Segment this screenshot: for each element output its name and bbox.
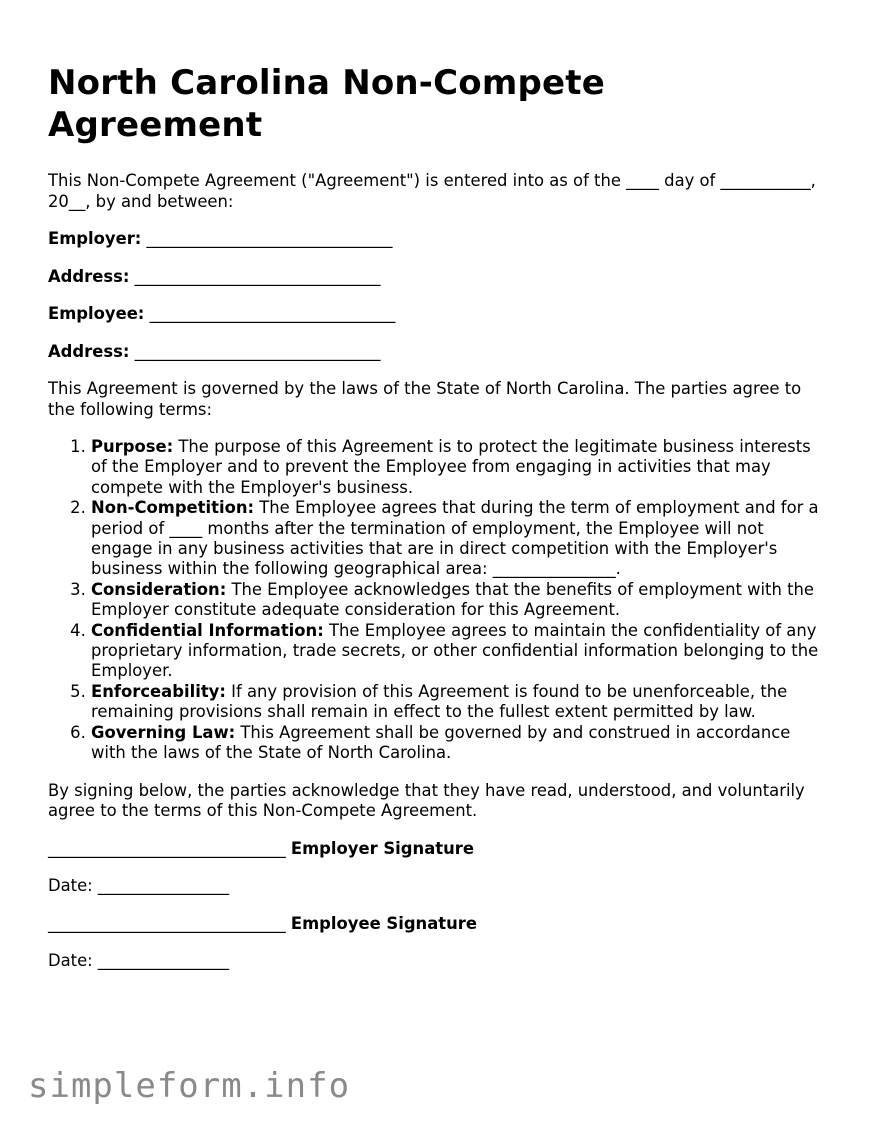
employer-label: Employer: (48, 229, 142, 248)
employee-label: Employee: (48, 304, 145, 323)
employer-signature-blank[interactable]: _____________________________ (48, 838, 286, 858)
employer-address-label: Address: (48, 266, 130, 286)
employee-address-blank[interactable]: ______________________________ (134, 341, 381, 361)
employer-address-field (48, 267, 828, 288)
employer-date-label: Date: (48, 876, 93, 895)
term-text: The Employee acknowledges that the benefits of employment with the Employer constitute adequate consideration for this Agreement. (91, 579, 814, 620)
employee-date-line (48, 951, 828, 972)
term-item (91, 621, 828, 682)
employer-date-blank[interactable]: ________________ (97, 876, 230, 895)
document-page (48, 62, 828, 989)
term-title: Enforceability: (91, 681, 226, 701)
intro-paragraph: This Non-Compete Agreement ("Agreement") is entered into as of the ____ day of ___________, 20__, by and between: (48, 171, 816, 211)
term-text: The purpose of this Agreement is to protect the legitimate business interests of the Employer and to prevent the Employee from engaging in activities that may compete with the Employer's business. (91, 437, 811, 497)
employer-signature-label: Employer Signature (290, 838, 474, 858)
employer-date-line (48, 876, 828, 897)
term-title: Purpose: (91, 437, 174, 456)
term-text: If any provision of this Agreement is found to be unenforceable, the remaining provisions shall remain in effect to the fullest extent permitted by law. (91, 681, 788, 722)
term-text: The Employee agrees to maintain the confidentiality of any proprietary information, trade secrets, or other confidential information belonging to the Employer. (91, 620, 819, 681)
employer-address-blank[interactable]: ______________________________ (134, 266, 381, 286)
employee-signature-label: Employee Signature (290, 913, 477, 933)
term-item (91, 682, 828, 723)
term-title: Consideration: (91, 579, 227, 599)
employer-field (48, 229, 828, 250)
employer-blank[interactable]: ______________________________ (146, 229, 393, 248)
employee-address-field (48, 342, 828, 363)
employee-signature-blank[interactable]: _____________________________ (48, 913, 286, 933)
employee-date-blank[interactable]: ________________ (97, 951, 230, 970)
term-text: The Employee agrees that during the term of employment and for a period of ____ months after the termination of employment, the Employee will not engage in any business activities that are in direct competition with the Employer's business within the following geographical area: _______________. (91, 498, 819, 579)
terms-list (48, 437, 828, 764)
employee-field (48, 304, 828, 325)
employee-blank[interactable]: ______________________________ (149, 304, 396, 323)
employee-date-label: Date: (48, 951, 93, 970)
governs-paragraph: This Agreement is governed by the laws of the State of North Carolina. The parties agree to the following terms: (48, 379, 802, 419)
closing-paragraph: By signing below, the parties acknowledge that they have read, understood, and voluntarily agree to the terms of this Non-Compete Agreement. (48, 780, 805, 820)
term-item (91, 723, 828, 764)
term-item (91, 498, 828, 580)
term-title: Confidential Information: (91, 620, 324, 640)
employee-signature-line (48, 914, 828, 935)
document-title: North Carolina Non-Compete Agreement (48, 63, 605, 145)
employee-address-label: Address: (48, 341, 130, 361)
term-title: Governing Law: (91, 722, 236, 742)
term-title: Non-Competition: (91, 498, 255, 518)
employer-signature-line (48, 839, 828, 860)
term-text: This Agreement shall be governed by and construed in accordance with the laws of the State of North Carolina. (91, 722, 791, 763)
watermark: simpleform.info (28, 1066, 351, 1106)
term-item (91, 580, 828, 621)
term-item (91, 437, 828, 498)
